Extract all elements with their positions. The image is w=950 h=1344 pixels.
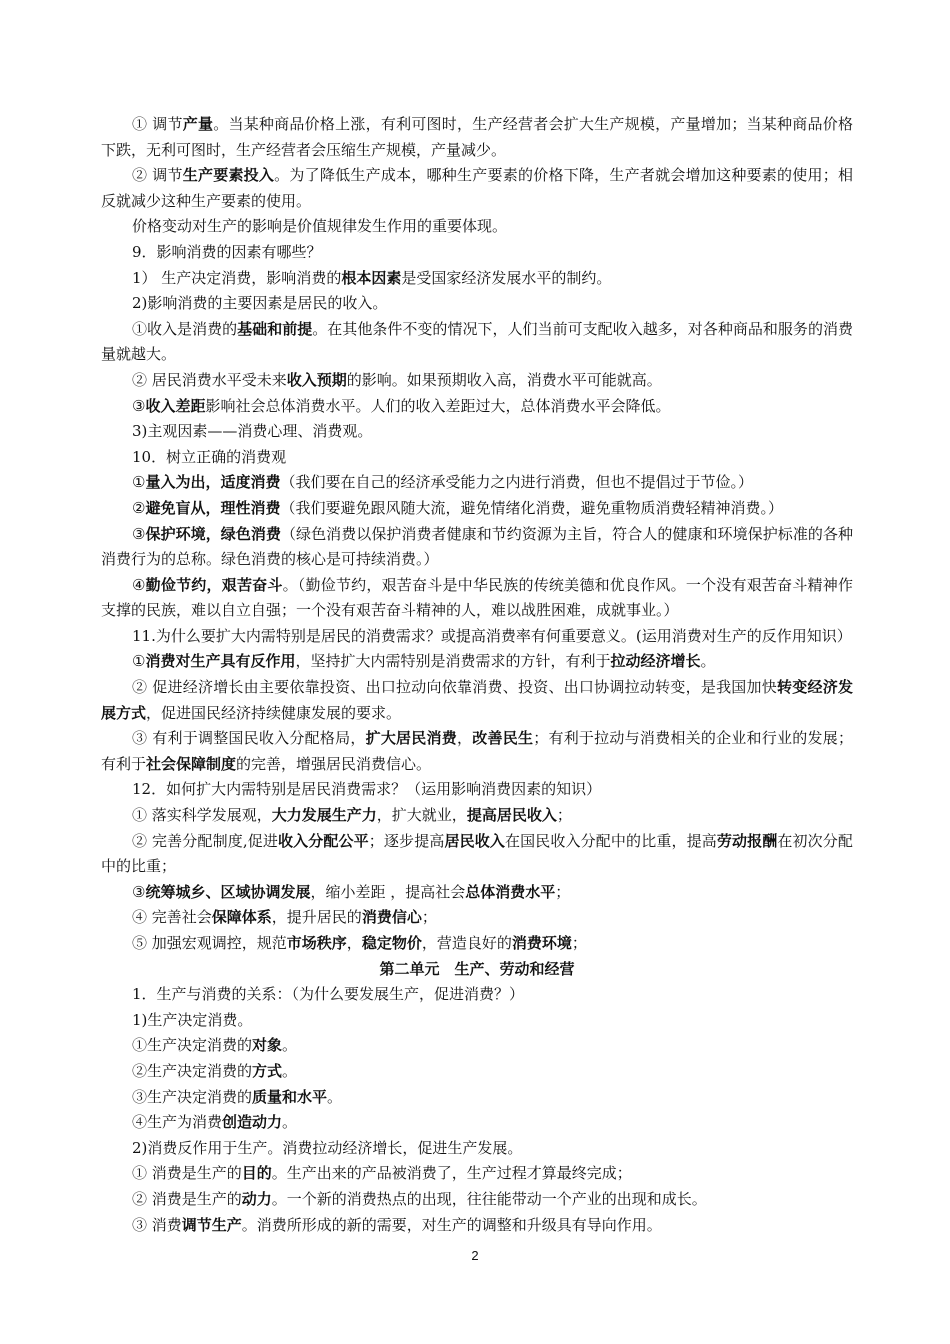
text-run: 。为了降低生产成本，哪种生产要素的价格下降，生产者就会增加这种要素的使用；相反就减少这种生产要素的使用。 — [101, 166, 853, 210]
bold-text: 消费对生产具有反作用 — [145, 652, 296, 671]
paragraph — [101, 829, 853, 880]
bold-text: 避免盲从，理性消费 — [145, 498, 281, 517]
text-run: ， — [457, 729, 473, 748]
section-heading — [101, 957, 853, 983]
text-run: ，促进国民经济持续健康发展的要求。 — [146, 703, 402, 722]
paragraph — [101, 1161, 853, 1187]
bold-text: 保护环境，绿色消费 — [145, 524, 281, 543]
text-run: ，扩大就业， — [376, 806, 467, 825]
text-run: ② 调节 — [132, 166, 183, 185]
text-run: ② 完善分配制度,促进 — [132, 831, 278, 850]
bold-text: 目的 — [241, 1164, 272, 1183]
text-run: 。 — [282, 1113, 298, 1132]
paragraph — [101, 394, 853, 420]
paragraph — [101, 675, 853, 726]
text-run: ； — [421, 908, 437, 927]
paragraph — [101, 1187, 853, 1213]
text-run: 。一个新的消费热点的出现，往往能带动一个产业的出现和成长。 — [271, 1189, 707, 1208]
bold-text: 扩大居民消费 — [365, 729, 458, 748]
bold-text: 第二单元 生产、劳动和经营 — [379, 959, 575, 978]
paragraph — [101, 214, 853, 240]
bold-text: 转变经济发展方式 — [101, 678, 853, 722]
bold-text: 收入预期 — [286, 370, 347, 389]
text-run: ②生产决定消费的 — [132, 1061, 253, 1080]
text-run: 影响社会总体消费水平。人们的收入差距过大，总体消费水平会降低。 — [205, 396, 671, 415]
paragraph — [101, 522, 853, 573]
text-run: ③ — [132, 396, 146, 415]
bold-text: 劳动报酬 — [716, 831, 778, 850]
paragraph — [101, 419, 853, 445]
text-run: 的完善，增强居民消费信心。 — [236, 754, 432, 773]
text-run: ① 落实科学发展观， — [132, 806, 272, 825]
text-run: 2)消费反作用于生产。消费拉动经济增长，促进生产发展。 — [132, 1138, 523, 1157]
text-run: ③ 有利于调整国民收入分配格局， — [132, 729, 366, 748]
paragraph — [101, 880, 853, 906]
paragraph — [101, 726, 853, 777]
text-run: ，提升居民的 — [271, 908, 362, 927]
paragraph — [101, 803, 853, 829]
bold-text: 居民收入 — [444, 831, 505, 850]
text-run: ① 调节 — [132, 115, 183, 133]
bold-text: 动力 — [241, 1189, 272, 1208]
page-number: 2 — [471, 1248, 479, 1263]
text-run: ，坚持扩大内需特别是消费需求的方针，有利于 — [295, 652, 611, 671]
text-run: ④ 完善社会 — [132, 908, 212, 927]
text-run: ， — [346, 934, 362, 952]
text-run: ； — [556, 806, 572, 825]
paragraph — [101, 624, 853, 650]
bold-text: 社会保障制度 — [146, 754, 237, 773]
text-run: 在国民收入分配中的比重，提高 — [505, 831, 717, 850]
text-run: ③ 消费 — [132, 1215, 182, 1234]
bold-text: 大力发展生产力 — [271, 806, 377, 825]
text-run: 。当某种商品价格上涨，有利可图时，生产经营者会扩大生产规模，产量增加；当某种商品价格下跌，无利可图时，生产经营者会压缩生产规模，产量减少。 — [101, 115, 853, 159]
paragraph — [101, 777, 853, 803]
paragraph — [101, 982, 853, 1008]
bold-text: 基础和前提 — [237, 319, 313, 338]
text-run: 2)影响消费的主要因素是居民的收入。 — [132, 294, 388, 313]
bold-text: 改善民生 — [472, 729, 534, 748]
paragraph — [101, 470, 853, 496]
text-run: （绿色消费以保护消费者健康和节约资源为主旨，符合人的健康和环境保护标准的各种消费行为的总称。绿色消费的核心是可持续消费。） — [101, 524, 853, 569]
text-run: ①生产决定消费的 — [132, 1036, 253, 1055]
text-run: 。 — [282, 1061, 298, 1080]
text-run: ① 消费是生产的 — [132, 1164, 242, 1183]
text-run: （我们要在自己的经济承受能力之内进行消费，但也不提倡过于节俭。） — [280, 473, 753, 492]
text-run: 11.为什么要扩大内需特别是居民的消费需求？或提高消费率有何重要意义。(运用消费对生产的反作用知识） — [132, 626, 852, 645]
paragraph — [101, 905, 853, 931]
paragraph — [101, 1085, 853, 1111]
document-body — [101, 112, 853, 1238]
text-run: ； — [571, 934, 587, 952]
bold-text: 质量和水平 — [252, 1087, 328, 1106]
text-run: 。消费所形成的新的需要，对生产的调整和升级具有导向作用。 — [241, 1215, 662, 1234]
paragraph — [101, 1213, 853, 1239]
paragraph — [101, 368, 853, 394]
paragraph — [101, 317, 853, 368]
bold-text: 市场秩序 — [286, 934, 347, 952]
paragraph — [101, 931, 853, 957]
paragraph — [101, 445, 853, 471]
text-run: ② 居民消费水平受未来 — [132, 370, 287, 389]
paragraph — [101, 1033, 853, 1059]
text-run: 10．树立正确的消费观 — [132, 447, 287, 466]
paragraph — [101, 1008, 853, 1034]
text-run: ③ — [132, 882, 146, 901]
bold-text: 总体消费水平 — [465, 882, 556, 901]
text-run: ② 促进经济增长由主要依靠投资、出口拉动向依靠消费、投资、出口协调拉动转变，是我国加快 — [132, 678, 778, 697]
bold-text: 消费环境 — [511, 934, 572, 952]
paragraph — [101, 112, 853, 163]
bold-text: 创造动力 — [222, 1113, 283, 1132]
paragraph — [101, 163, 853, 214]
paragraph — [101, 496, 853, 522]
paragraph — [101, 649, 853, 675]
text-run: 在初次分配中的比重； — [101, 831, 853, 876]
text-run: 。（勤俭节约，艰苦奋斗是中华民族的传统美德和优良作风。一个没有艰苦奋斗精神作支撑的民族，难以自立自强；一个没有艰苦奋斗精神的人，难以战胜困难，成就事业。） — [101, 575, 853, 620]
text-run: ③ — [132, 524, 146, 543]
bold-text: 拉动经济增长 — [610, 652, 701, 671]
text-run: ② — [132, 498, 146, 517]
text-run: 1．生产与消费的关系：（为什么要发展生产，促进消费？） — [132, 985, 525, 1004]
text-run: ；有利于拉动与消费相关的企业和行业的发展；有利于 — [101, 729, 853, 773]
paragraph — [101, 1136, 853, 1162]
bold-text: 调节生产 — [181, 1215, 242, 1234]
text-run: 12．如何扩大内需特别是居民消费需求？（运用影响消费因素的知识） — [132, 780, 602, 799]
paragraph — [101, 266, 853, 292]
text-run: ④生产为消费 — [132, 1113, 223, 1132]
text-run: ⑤ 加强宏观调控，规范 — [132, 934, 287, 952]
text-run: ，缩小差距 ，提高社会 — [310, 882, 466, 901]
bold-text: 稳定物价 — [361, 934, 422, 952]
bold-text: 勤俭节约，艰苦奋斗 — [145, 575, 283, 594]
bold-text: 根本因素 — [341, 268, 402, 287]
paragraph — [101, 240, 853, 266]
bold-text: 对象 — [252, 1036, 283, 1055]
bold-text: 提高居民收入 — [466, 806, 557, 825]
paragraph — [101, 291, 853, 317]
text-run: ② 消费是生产的 — [132, 1189, 242, 1208]
paragraph — [101, 1059, 853, 1085]
text-run: 的影响。如果预期收入高，消费水平可能就高。 — [346, 370, 662, 389]
text-run: 。 — [282, 1036, 298, 1055]
bold-text: 收入差距 — [145, 396, 206, 415]
paragraph — [101, 1110, 853, 1136]
text-run: 1)生产决定消费。 — [132, 1010, 253, 1029]
bold-text: 产量 — [182, 115, 214, 133]
bold-text: 生产要素投入 — [182, 166, 275, 185]
text-run: ； — [555, 882, 571, 901]
text-run: 。在其他条件不变的情况下，人们当前可支配收入越多，对各种商品和服务的消费量就越大。 — [101, 319, 853, 364]
text-run: 。 — [327, 1087, 343, 1106]
text-run: 9．影响消费的因素有哪些？ — [132, 242, 322, 261]
text-run: （我们要避免跟风随大流，避免情绪化消费，避免重物质消费轻精神消费。） — [280, 498, 783, 517]
text-run: 价格变动对生产的影响是价值规律发生作用的重要体现。 — [132, 217, 508, 236]
text-run: ；逐步提高 — [368, 831, 445, 850]
text-run: 。 — [700, 652, 716, 671]
text-run: ①收入是消费的 — [132, 319, 238, 338]
text-run: ① — [132, 473, 146, 492]
bold-text: 保障体系 — [211, 908, 272, 927]
text-run: 1） 生产决定消费，影响消费的 — [132, 268, 342, 287]
text-run: ① — [132, 652, 146, 671]
text-run: ④ — [132, 575, 146, 594]
text-run: 是受国家经济发展水平的制约。 — [401, 268, 612, 287]
bold-text: 量入为出，适度消费 — [145, 473, 281, 492]
bold-text: 消费信心 — [361, 908, 422, 927]
bold-text: 方式 — [252, 1061, 283, 1080]
bold-text: 收入分配公平 — [278, 831, 369, 850]
paragraph — [101, 573, 853, 624]
text-run: ③生产决定消费的 — [132, 1087, 253, 1106]
text-run: 。生产出来的产品被消费了，生产过程才算最终完成； — [271, 1164, 632, 1183]
text-run: 3)主观因素——消费心理、消费观。 — [132, 422, 373, 441]
bold-text: 统筹城乡、区域协调发展 — [145, 882, 311, 901]
text-run: ，营造良好的 — [421, 934, 512, 952]
